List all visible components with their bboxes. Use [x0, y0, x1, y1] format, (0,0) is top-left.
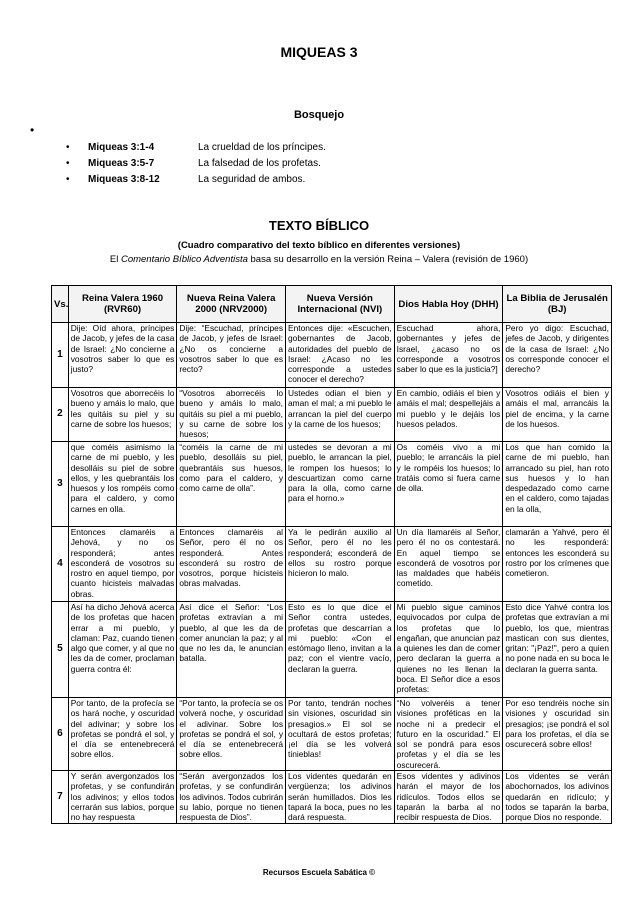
cell-bj: Por eso tendréis noche sin visiones y oscuridad sin presagios; ¡se pondrá el sol para los profetas, el día se oscurecerá sobre ellos!	[503, 698, 612, 771]
source-note	[0, 254, 638, 265]
col-header-bj: La Biblia de Jerusalén (BJ)	[503, 286, 612, 323]
bullet: •	[66, 141, 70, 153]
cell-bj: Pero yo digo: Escuchad, jefes de Jacob, y dirigentes de la casa de Israel: ¿No os corresponde conocer el derecho?	[503, 323, 612, 388]
table-header-row	[52, 286, 612, 323]
cell-nrv2000: Dije: “Escuchad, príncipes de Jacob, y jefes de Israel: ¿No os concierne a vosotros saber lo que es recto?	[177, 323, 286, 388]
cell-nvi: Entonces dije: «Escuchen, gobernantes de Jacob, autoridades del pueblo de Israel: ¿Acaso no les corresponde a ustedes conocer el derecho?	[286, 323, 395, 388]
cell-rvr60: Así ha dicho Jehová acerca de los profetas que hacen errar a mi pueblo, y claman: Paz, cuando tienen algo que comer, y al que no les da de comer, proclaman guerra contra él:	[68, 602, 177, 698]
col-header-nvi: Nueva Versión Internacional (NVI)	[286, 286, 395, 323]
lone-bullet: •	[30, 123, 35, 137]
cell-bj: clamarán a Yahvé, pero él no les responderá: entonces les esconderá su rostro por los crímenes que cometieron.	[503, 527, 612, 602]
verse-number: 7	[52, 771, 69, 823]
cell-bj: Los que han comido la carne de mi pueblo, han arrancado su piel, han roto sus huesos y lo han despedazado como carne en el caldero, como tajadas en la olla,	[503, 442, 612, 527]
outline-item	[66, 171, 606, 187]
outline-ref: Miqueas 3:8-12	[88, 173, 160, 185]
cell-rvr60: Dije: Oíd ahora, príncipes de Jacob, y jefes de la casa de Israel: ¿No concierne a vosotros saber lo que es justo?	[68, 323, 177, 388]
cell-rvr60: Y serán avergonzados los profetas, y se confundirán los adivinos; y ellos todos cerrarán sus labios, porque no hay respuesta	[68, 771, 177, 823]
cell-nvi: Esto es lo que dice el Señor contra ustedes, profetas que descarrían a mi pueblo: «Con el estómago lleno, invitan a la paz; con el vientre vacío, declaran la guerra.	[286, 602, 395, 698]
section-subtitle: (Cuadro comparativo del texto bíblico en diferentes versiones)	[177, 240, 461, 251]
cell-dhh: Os coméis vivo a mi pueblo; le arrancáis la piel y le rompéis los huesos; lo tratáis como si fuera carne de olla.	[394, 442, 503, 527]
outline-desc: La crueldad de los príncipes.	[198, 141, 326, 153]
cell-nvi: Los videntes quedarán en vergüenza; los adivinos serán humillados. Dios les tapará la boca, pues no les dará respuesta.	[286, 771, 395, 823]
comparison-table	[51, 285, 612, 824]
cell-dhh: Mi pueblo sigue caminos equivocados por culpa de los profetas que lo engañan, que anuncian paz a quienes les dan de comer pero declaran la guerra a quienes no les llenan la boca. El Señor dice a esos profetas:	[394, 602, 503, 698]
cell-nrv2000: “Serán avergonzados los profetas, y se confundirán los adivinos. Todos cubrirán su labio, porque no tienen respuesta de Dios”.	[177, 771, 286, 823]
outline-heading: Bosquejo	[293, 109, 345, 121]
cell-dhh: “No volveréis a tener visiones proféticas en la noche ni a predecir el futuro en la oscuridad.” El sol se pondrá para esos profetas y el día se les oscurecerá.	[394, 698, 503, 771]
table-row	[52, 527, 612, 602]
cell-bj: Los videntes se verán abochornados, los adivinos quedarán en ridículo; y todos se taparán la barba, porque Dios no responde.	[503, 771, 612, 823]
outline-ref: Miqueas 3:1-4	[88, 141, 155, 153]
page-title: MIQUEAS 3	[280, 44, 358, 60]
verse-number: 4	[52, 527, 69, 602]
source-note-post: basa su desarrollo en la versión Reina – Valera (revisión de 1960)	[247, 254, 529, 265]
cell-dhh: En cambio, odiáis el bien y amáis el mal; despellejáis a mi pueblo y le dejáis los huesos pelados.	[394, 388, 503, 442]
outline-item	[66, 139, 606, 155]
bullet: •	[66, 157, 70, 169]
cell-dhh: Esos videntes y adivinos harán el mayor de los ridículos. Todos ellos se taparán la barba al no recibir respuesta de Dios.	[394, 771, 503, 823]
outline-list	[66, 139, 606, 187]
bullet: •	[66, 173, 70, 185]
cell-nrv2000: “Vosotros aborrecéis lo bueno y amáis lo malo, quitáis su piel a mi pueblo, y su carne de sobre los huesos;	[177, 388, 286, 442]
table-row	[52, 442, 612, 527]
col-header-rvr60: Reina Valera 1960 (RVR60)	[68, 286, 177, 323]
verse-number: 5	[52, 602, 69, 698]
cell-dhh: Un día llamaréis al Señor, pero él no os contestará. En aquel tiempo se esconderá de vosotros por las maldades que habéis cometido.	[394, 527, 503, 602]
outline-desc: La seguridad de ambos.	[198, 173, 306, 185]
verse-number: 2	[52, 388, 69, 442]
col-header-vs: Vs.	[52, 286, 69, 323]
cell-nvi: Por tanto, tendrán noches sin visiones, oscuridad sin presagios.» El sol se ocultará de estos profetas; ¡el día se les volverá tinieblas!	[286, 698, 395, 771]
cell-rvr60: Por tanto, de la profecía se os hará noche, y oscuridad del adivinar; y sobre los profetas se pondrá el sol, y el día se entenebrecerá sobre ellos.	[68, 698, 177, 771]
outline-desc: La falsedad de los profetas.	[198, 157, 321, 169]
footer-credit: Recursos Escuela Sabática ©	[262, 868, 376, 877]
cell-bj: Vosotros odiáis el bien y amáis el mal, arrancáis la piel de encima, y la carne de los huesos.	[503, 388, 612, 442]
outline-item	[66, 155, 606, 171]
outline-ref: Miqueas 3:5-7	[88, 157, 155, 169]
cell-nrv2000: “Por tanto, la profecía se os volverá noche, y oscuridad el adivinar. Sobre los profetas se pondrá el sol, y el día se entenebrecerá sobre ellos.	[177, 698, 286, 771]
table-row	[52, 698, 612, 771]
cell-bj: Esto dice Yahvé contra los profetas que extravían a mi pueblo, los que, mientras mastican con sus dientes, gritan: "¡Paz!", pero a quien no pone nada en su boca le declaran la guerra santa.	[503, 602, 612, 698]
verse-number: 3	[52, 442, 69, 527]
cell-nrv2000: “coméis la carne de mi pueblo, desolláis su piel, quebrantáis sus huesos, como para el caldero, y como carne de olla”.	[177, 442, 286, 527]
section-title: TEXTO BÍBLICO	[268, 218, 370, 233]
cell-nrv2000: Así dice el Señor: “Los profetas extravían a mi pueblo, al que les da de comer anuncian la paz; y al que no les da, le anuncian batalla.	[177, 602, 286, 698]
cell-nrv2000: Entonces clamaréis al Señor, pero él no os responderá. Antes esconderá su rostro de vosotros, porque hicisteis obras malvadas.	[177, 527, 286, 602]
verse-number: 1	[52, 323, 69, 388]
table-row	[52, 323, 612, 388]
cell-rvr60: Vosotros que aborrecéis lo bueno y amáis lo malo, que les quitáis su piel y su carne de sobre los huesos;	[68, 388, 177, 442]
col-header-nrv2000: Nueva Reina Valera 2000 (NRV2000)	[177, 286, 286, 323]
cell-nvi: ustedes se devoran a mi pueblo, le arrancan la piel, le rompen los huesos; lo descuartizan como carne para la olla, como carne para el horno.»	[286, 442, 395, 527]
col-header-dhh: Dios Habla Hoy (DHH)	[394, 286, 503, 323]
cell-nvi: Ustedes odian el bien y aman el mal; a mi pueblo le arrancan la piel del cuerpo y la carne de los huesos;	[286, 388, 395, 442]
verse-number: 6	[52, 698, 69, 771]
cell-dhh: Escuchad ahora, gobernantes y jefes de Israel, ¿acaso no os corresponde a vosotros saber lo que es la justicia?]	[394, 323, 503, 388]
table-row	[52, 771, 612, 823]
cell-rvr60: Entonces clamaréis a Jehová, y no os responderá; antes esconderá de vosotros su rostro en aquel tiempo, por cuanto hicisteis malvadas obras.	[68, 527, 177, 602]
source-note-title: Comentario Bíblico Adventista	[120, 254, 248, 265]
table-row	[52, 388, 612, 442]
table-row	[52, 602, 612, 698]
cell-nvi: Ya le pedirán auxilio al Señor, pero él no les responderá; esconderá de ellos su rostro porque hicieron lo malo.	[286, 527, 395, 602]
source-note-pre: El	[109, 254, 121, 265]
cell-rvr60: que coméis asimismo la carne de mi pueblo, y les desolláis su piel de sobre ellos, y les quebrantáis los huesos y los rompéis como para el caldero, y como carnes en olla.	[68, 442, 177, 527]
